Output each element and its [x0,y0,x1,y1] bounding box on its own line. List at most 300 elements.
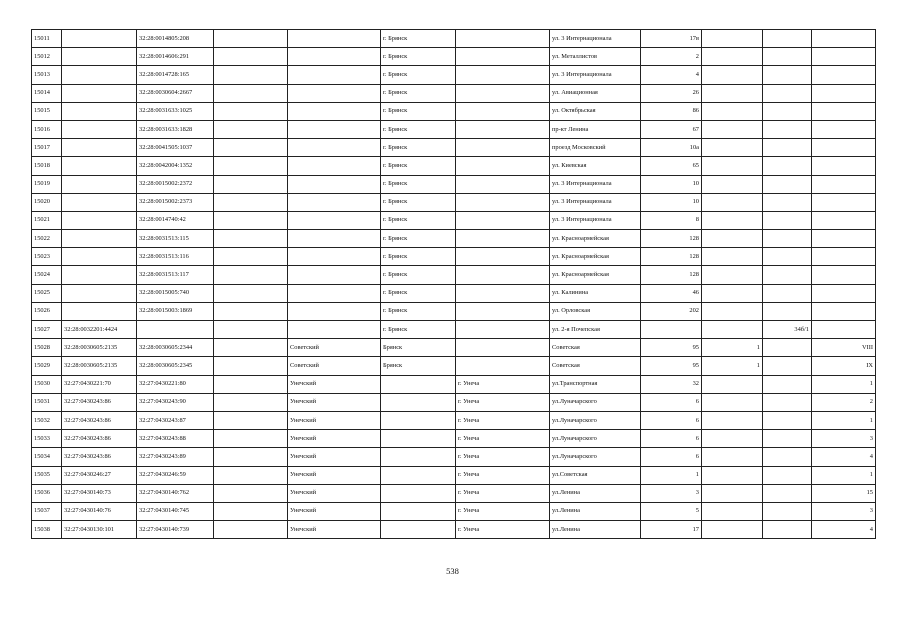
cell-row-number: 15015 [32,102,62,120]
cell-street: ул. Красноармейская [550,266,641,284]
table-row [32,175,876,193]
table-row [32,139,876,157]
cell-row-number: 15037 [32,502,62,520]
cell-district [288,157,381,175]
cell-parent-cadastral-number: 32:27:0430246:27 [62,466,137,484]
table-row [32,339,876,357]
cell-house-number: 10 [641,193,702,211]
cell-street: Советская [550,357,641,375]
cell-apartment [812,248,876,266]
cell-cadastral-number: 32:27:0430140:762 [137,484,214,502]
cell-row-number: 15024 [32,266,62,284]
cell-parent-cadastral-number [62,139,137,157]
cell-house-number: 95 [641,339,702,357]
cell-col-empty [214,211,288,229]
cell-apartment: IX [812,357,876,375]
cell-parent-cadastral-number: 32:27:0430243:86 [62,430,137,448]
cell-apartment: 2 [812,393,876,411]
cell-settlement: г. Унеча [456,411,550,429]
cell-street: ул. 3 Интернационала [550,30,641,48]
cell-apartment-alt [763,302,812,320]
cell-col-empty [214,484,288,502]
cell-row-number: 15023 [32,248,62,266]
cell-parent-cadastral-number: 32:27:0430243:86 [62,393,137,411]
cell-house-number: 4 [641,66,702,84]
cell-district [288,139,381,157]
cell-cadastral-number: 32:28:0042004:1352 [137,157,214,175]
cell-apartment [812,284,876,302]
cell-building [702,248,763,266]
cell-apartment-alt [763,102,812,120]
cell-apartment [812,66,876,84]
cell-row-number: 15029 [32,357,62,375]
cell-street: ул.Транспортная [550,375,641,393]
table-row [32,266,876,284]
cell-settlement: г. Унеча [456,502,550,520]
cell-settlement: г. Унеча [456,430,550,448]
cell-parent-cadastral-number [62,211,137,229]
cell-street: ул. Авиационная [550,84,641,102]
cell-city: г. Брянск [381,321,456,339]
cell-row-number: 15026 [32,302,62,320]
cell-city [381,375,456,393]
cell-row-number: 15030 [32,375,62,393]
cell-apartment: 3 [812,430,876,448]
cell-apartment [812,193,876,211]
registry-body [32,30,876,539]
cell-parent-cadastral-number [62,302,137,320]
cell-apartment [812,120,876,138]
cell-parent-cadastral-number: 32:27:0430130:101 [62,521,137,539]
cell-house-number: 32 [641,375,702,393]
cell-house-number: 2 [641,48,702,66]
cell-col-empty [214,393,288,411]
cell-city: г. Брянск [381,139,456,157]
cell-district [288,66,381,84]
page-number: 538 [446,566,459,576]
cell-row-number: 15038 [32,521,62,539]
cell-parent-cadastral-number: 32:27:0430140:76 [62,502,137,520]
cell-district: Унечский [288,466,381,484]
cell-parent-cadastral-number [62,120,137,138]
cell-apartment-alt [763,211,812,229]
cell-street: ул. 3 Интернационала [550,211,641,229]
cell-house-number: 17в [641,30,702,48]
cell-apartment-alt [763,375,812,393]
cell-street: ул.Ленина [550,484,641,502]
cell-cadastral-number: 32:28:0031633:1025 [137,102,214,120]
cell-cadastral-number: 32:28:0014606:291 [137,48,214,66]
table-row [32,430,876,448]
cell-street: проезд Московский [550,139,641,157]
cell-row-number: 15019 [32,175,62,193]
table-row [32,230,876,248]
cell-apartment-alt [763,502,812,520]
cell-building [702,502,763,520]
cell-settlement [456,321,550,339]
table-row [32,284,876,302]
cell-district: Унечский [288,484,381,502]
cell-row-number: 15018 [32,157,62,175]
registry-table [31,29,876,539]
cell-parent-cadastral-number [62,102,137,120]
cell-row-number: 15013 [32,66,62,84]
cell-house-number: 6 [641,448,702,466]
cell-settlement [456,230,550,248]
cell-col-empty [214,193,288,211]
cell-apartment [812,139,876,157]
cell-city: г. Брянск [381,48,456,66]
cell-row-number: 15012 [32,48,62,66]
cell-col-empty [214,175,288,193]
cell-cadastral-number: 32:27:0430140:745 [137,502,214,520]
cell-parent-cadastral-number: 32:27:0430243:86 [62,448,137,466]
table-row [32,357,876,375]
cell-apartment: 15 [812,484,876,502]
cell-cadastral-number: 32:28:0014740:42 [137,211,214,229]
cell-city: г. Брянск [381,30,456,48]
cell-building [702,84,763,102]
cell-street: ул. Киевская [550,157,641,175]
cell-col-empty [214,248,288,266]
cell-building [702,484,763,502]
cell-city [381,484,456,502]
cell-settlement [456,193,550,211]
cell-apartment [812,157,876,175]
table-row [32,193,876,211]
cell-district [288,211,381,229]
cell-street: ул. Октябрьская [550,102,641,120]
cell-apartment-alt [763,230,812,248]
cell-street: ул. 3 Интернационала [550,175,641,193]
cell-district [288,84,381,102]
cell-building [702,193,763,211]
cell-district: Советский [288,357,381,375]
cell-building: 1 [702,357,763,375]
cell-house-number: 10 [641,175,702,193]
cell-building [702,175,763,193]
cell-building [702,266,763,284]
cell-row-number: 15016 [32,120,62,138]
cell-parent-cadastral-number: 32:28:0030605:2135 [62,357,137,375]
cell-street: ул.Ленина [550,521,641,539]
cell-row-number: 15034 [32,448,62,466]
cell-district [288,120,381,138]
cell-apartment: 3 [812,502,876,520]
table-row [32,521,876,539]
cell-settlement [456,48,550,66]
table-row [32,321,876,339]
cell-building [702,375,763,393]
cell-cadastral-number: 32:27:0430221:80 [137,375,214,393]
cell-street: ул. Красноармейская [550,248,641,266]
cell-city [381,393,456,411]
cell-street: ул.Ленина [550,502,641,520]
cell-district: Унечский [288,521,381,539]
cell-row-number: 15032 [32,411,62,429]
cell-city [381,430,456,448]
cell-apartment-alt [763,484,812,502]
cell-col-empty [214,30,288,48]
cell-street: ул. 3 Интернационала [550,66,641,84]
cell-settlement: г. Унеча [456,484,550,502]
cell-apartment [812,175,876,193]
cell-parent-cadastral-number [62,48,137,66]
cell-apartment-alt [763,193,812,211]
table-row [32,393,876,411]
cell-apartment: 1 [812,466,876,484]
cell-house-number: 202 [641,302,702,320]
cell-house-number: 6 [641,430,702,448]
cell-district: Унечский [288,375,381,393]
cell-district [288,302,381,320]
cell-apartment-alt [763,466,812,484]
cell-district [288,230,381,248]
cell-cadastral-number: 32:27:0430140:739 [137,521,214,539]
cell-cadastral-number: 32:27:0430246:59 [137,466,214,484]
cell-building [702,521,763,539]
cell-parent-cadastral-number: 32:28:0030605:2135 [62,339,137,357]
cell-cadastral-number: 32:28:0015005:740 [137,284,214,302]
cell-col-empty [214,266,288,284]
cell-apartment [812,266,876,284]
cell-house-number: 1 [641,466,702,484]
cell-parent-cadastral-number [62,284,137,302]
cell-city: г. Брянск [381,230,456,248]
cell-building [702,466,763,484]
cell-district [288,266,381,284]
cell-street: ул. Калинина [550,284,641,302]
cell-city: г. Брянск [381,193,456,211]
cell-city [381,502,456,520]
cell-settlement: г. Унеча [456,448,550,466]
cell-parent-cadastral-number [62,84,137,102]
cell-parent-cadastral-number: 32:27:0430243:86 [62,411,137,429]
cell-cadastral-number: 32:28:0041505:1037 [137,139,214,157]
cell-cadastral-number: 32:27:0430243:90 [137,393,214,411]
cell-settlement [456,248,550,266]
cell-cadastral-number: 32:28:0015003:1869 [137,302,214,320]
cell-row-number: 15036 [32,484,62,502]
cell-settlement [456,211,550,229]
cell-col-empty [214,284,288,302]
cell-col-empty [214,48,288,66]
cell-building [702,102,763,120]
cell-building [702,448,763,466]
cell-col-empty [214,84,288,102]
cell-apartment: 1 [812,411,876,429]
cell-street: ул. 2-я Почепская [550,321,641,339]
cell-building [702,48,763,66]
cell-row-number: 15021 [32,211,62,229]
cell-house-number: 17 [641,521,702,539]
cell-apartment: 4 [812,448,876,466]
cell-settlement [456,284,550,302]
cell-apartment-alt [763,248,812,266]
cell-parent-cadastral-number: 32:27:0430140:73 [62,484,137,502]
cell-col-empty [214,321,288,339]
cell-street: ул. Красноармейская [550,230,641,248]
cell-building [702,120,763,138]
cell-building [702,411,763,429]
cell-col-empty [214,157,288,175]
cell-house-number: 65 [641,157,702,175]
cell-apartment-alt [763,339,812,357]
cell-city: Брянск [381,339,456,357]
table-row [32,120,876,138]
cell-parent-cadastral-number [62,248,137,266]
cell-parent-cadastral-number [62,230,137,248]
cell-settlement [456,139,550,157]
cell-col-empty [214,139,288,157]
cell-apartment [812,321,876,339]
cell-settlement [456,266,550,284]
cell-district: Унечский [288,430,381,448]
cell-city: г. Брянск [381,248,456,266]
cell-settlement [456,175,550,193]
cell-col-empty [214,502,288,520]
cell-col-empty [214,466,288,484]
cell-parent-cadastral-number [62,157,137,175]
cell-apartment [812,84,876,102]
cell-cadastral-number: 32:27:0430243:88 [137,430,214,448]
cell-house-number: 6 [641,411,702,429]
cell-row-number: 15025 [32,284,62,302]
table-row [32,466,876,484]
cell-city: г. Брянск [381,211,456,229]
cell-apartment-alt [763,393,812,411]
cell-building [702,321,763,339]
cell-house-number: 67 [641,120,702,138]
cell-col-empty [214,430,288,448]
cell-apartment: 1 [812,375,876,393]
cell-house-number: 86 [641,102,702,120]
cell-row-number: 15022 [32,230,62,248]
table-row [32,411,876,429]
cell-apartment [812,48,876,66]
cell-cadastral-number: 32:28:0015002:2373 [137,193,214,211]
cell-house-number: 5 [641,502,702,520]
cell-settlement: г. Унеча [456,375,550,393]
cell-city: г. Брянск [381,302,456,320]
cell-settlement [456,357,550,375]
table-row [32,375,876,393]
cell-apartment-alt [763,157,812,175]
cell-apartment: VIII [812,339,876,357]
cell-house-number: 26 [641,84,702,102]
cell-building [702,30,763,48]
cell-building [702,393,763,411]
cell-apartment-alt [763,84,812,102]
cell-apartment-alt [763,66,812,84]
cell-row-number: 15017 [32,139,62,157]
cell-house-number: 10а [641,139,702,157]
cell-street: ул. Орловская [550,302,641,320]
cell-apartment [812,211,876,229]
cell-building [702,211,763,229]
table-row [32,248,876,266]
cell-col-empty [214,66,288,84]
cell-city: г. Брянск [381,84,456,102]
cell-apartment [812,230,876,248]
table-row [32,211,876,229]
cell-street: ул.Луначарского [550,393,641,411]
cell-building [702,230,763,248]
cell-house-number: 46 [641,284,702,302]
cell-house-number: 128 [641,230,702,248]
cell-cadastral-number: 32:28:0031633:1828 [137,120,214,138]
cell-city [381,521,456,539]
cell-house-number: 8 [641,211,702,229]
cell-house-number: 128 [641,248,702,266]
cell-district [288,102,381,120]
cell-district [288,175,381,193]
table-row [32,48,876,66]
cell-street: ул. Металлистов [550,48,641,66]
cell-col-empty [214,448,288,466]
cell-apartment-alt [763,521,812,539]
cell-building [702,139,763,157]
cell-city: г. Брянск [381,266,456,284]
cell-district: Унечский [288,502,381,520]
table-row [32,30,876,48]
cell-apartment-alt [763,266,812,284]
cell-settlement: г. Унеча [456,466,550,484]
cell-district [288,30,381,48]
cell-building: 1 [702,339,763,357]
cell-col-empty [214,120,288,138]
cell-col-empty [214,230,288,248]
cell-cadastral-number: 32:28:0030604:2667 [137,84,214,102]
cell-district: Унечский [288,448,381,466]
cell-district [288,193,381,211]
table-row [32,484,876,502]
cell-house-number [641,321,702,339]
cell-apartment-alt: 34б/1 [763,321,812,339]
cell-street: пр-кт Ленина [550,120,641,138]
cell-cadastral-number: 32:28:0031513:117 [137,266,214,284]
cell-apartment-alt [763,448,812,466]
cell-settlement [456,157,550,175]
cell-cadastral-number: 32:28:0030605:2344 [137,339,214,357]
cell-city: г. Брянск [381,120,456,138]
cell-row-number: 15011 [32,30,62,48]
cell-house-number: 95 [641,357,702,375]
cell-cadastral-number: 32:28:0031513:115 [137,230,214,248]
cell-street: ул. 3 Интернационала [550,193,641,211]
cell-apartment-alt [763,120,812,138]
cell-city [381,448,456,466]
cell-city: г. Брянск [381,66,456,84]
cell-row-number: 15033 [32,430,62,448]
cell-col-empty [214,102,288,120]
cell-district [288,284,381,302]
cell-district: Унечский [288,393,381,411]
cell-city: г. Брянск [381,175,456,193]
cell-settlement [456,66,550,84]
cell-row-number: 15027 [32,321,62,339]
cell-apartment-alt [763,175,812,193]
cell-apartment-alt [763,48,812,66]
cell-street: ул.Луначарского [550,430,641,448]
cell-cadastral-number: 32:28:0031513:116 [137,248,214,266]
cell-cadastral-number: 32:27:0430243:87 [137,411,214,429]
table-row [32,102,876,120]
cell-settlement: г. Унеча [456,521,550,539]
cell-row-number: 15014 [32,84,62,102]
cell-district: Советский [288,339,381,357]
registry-sheet [31,29,875,539]
